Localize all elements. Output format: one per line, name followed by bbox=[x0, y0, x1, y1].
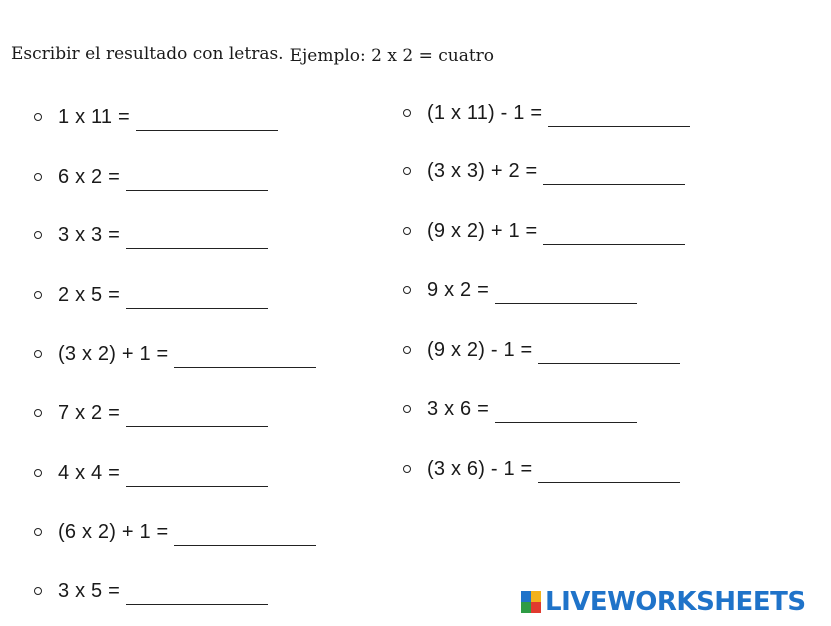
exercise-expression: (9 x 2) + 1 = bbox=[427, 219, 538, 242]
bullet-icon bbox=[403, 109, 411, 117]
exercise-item bbox=[403, 217, 685, 245]
logo-text: LIVEWORKSHEETS bbox=[545, 587, 806, 617]
answer-blank[interactable] bbox=[174, 345, 316, 368]
exercise-item bbox=[34, 518, 316, 546]
answer-blank[interactable] bbox=[126, 404, 268, 427]
exercise-expression: (1 x 11) - 1 = bbox=[427, 101, 543, 124]
exercise-item bbox=[403, 395, 637, 423]
liveworksheets-logo bbox=[521, 586, 806, 618]
bullet-icon bbox=[403, 227, 411, 235]
example-text: Ejemplo: 2 x 2 = cuatro bbox=[289, 46, 495, 66]
exercise-item bbox=[34, 221, 268, 249]
exercise-expression: (3 x 3) + 2 = bbox=[427, 159, 538, 182]
exercise-expression: (9 x 2) - 1 = bbox=[427, 338, 533, 361]
exercise-item bbox=[403, 336, 680, 364]
bullet-icon bbox=[34, 231, 42, 239]
exercise-expression: 7 x 2 = bbox=[58, 401, 120, 424]
answer-blank[interactable] bbox=[548, 104, 690, 127]
bullet-icon bbox=[403, 286, 411, 294]
answer-blank[interactable] bbox=[126, 464, 268, 487]
exercise-item bbox=[403, 99, 690, 127]
bullet-icon bbox=[34, 173, 42, 181]
answer-blank[interactable] bbox=[174, 523, 316, 546]
exercise-expression: 1 x 11 = bbox=[58, 105, 130, 128]
exercise-expression: (6 x 2) + 1 = bbox=[58, 520, 169, 543]
exercise-expression: 3 x 5 = bbox=[58, 579, 120, 602]
exercise-expression: 9 x 2 = bbox=[427, 278, 489, 301]
exercise-expression: (3 x 2) + 1 = bbox=[58, 342, 169, 365]
exercise-expression: 6 x 2 = bbox=[58, 165, 120, 188]
bullet-icon bbox=[34, 350, 42, 358]
answer-blank[interactable] bbox=[495, 281, 637, 304]
exercise-item bbox=[403, 455, 680, 483]
bullet-icon bbox=[403, 405, 411, 413]
answer-blank[interactable] bbox=[126, 226, 268, 249]
exercise-expression: 2 x 5 = bbox=[58, 283, 120, 306]
exercise-item bbox=[34, 103, 278, 131]
exercise-item bbox=[34, 399, 268, 427]
exercise-expression: 3 x 3 = bbox=[58, 223, 120, 246]
bullet-icon bbox=[34, 409, 42, 417]
bullet-icon bbox=[403, 465, 411, 473]
answer-blank[interactable] bbox=[543, 222, 685, 245]
bullet-icon bbox=[403, 167, 411, 175]
answer-blank[interactable] bbox=[538, 460, 680, 483]
answer-blank[interactable] bbox=[495, 400, 637, 423]
bullet-icon bbox=[403, 346, 411, 354]
exercise-item bbox=[403, 157, 685, 185]
exercise-item bbox=[403, 276, 637, 304]
bullet-icon bbox=[34, 291, 42, 299]
exercise-expression: 4 x 4 = bbox=[58, 461, 120, 484]
exercise-item bbox=[34, 340, 316, 368]
exercise-expression: 3 x 6 = bbox=[427, 397, 489, 420]
answer-blank[interactable] bbox=[126, 168, 268, 191]
answer-blank[interactable] bbox=[126, 286, 268, 309]
answer-blank[interactable] bbox=[136, 108, 278, 131]
exercise-item bbox=[34, 281, 268, 309]
bullet-icon bbox=[34, 469, 42, 477]
exercise-item bbox=[34, 577, 268, 605]
answer-blank[interactable] bbox=[126, 582, 268, 605]
exercise-item bbox=[34, 163, 268, 191]
liveworksheets-logo-icon bbox=[521, 591, 541, 613]
answer-blank[interactable] bbox=[543, 162, 685, 185]
instructions-text: Escribir el resultado con letras. bbox=[11, 44, 284, 64]
instructions bbox=[11, 46, 494, 66]
answer-blank[interactable] bbox=[538, 341, 680, 364]
bullet-icon bbox=[34, 528, 42, 536]
exercise-expression: (3 x 6) - 1 = bbox=[427, 457, 533, 480]
exercise-item bbox=[34, 459, 268, 487]
bullet-icon bbox=[34, 587, 42, 595]
bullet-icon bbox=[34, 113, 42, 121]
